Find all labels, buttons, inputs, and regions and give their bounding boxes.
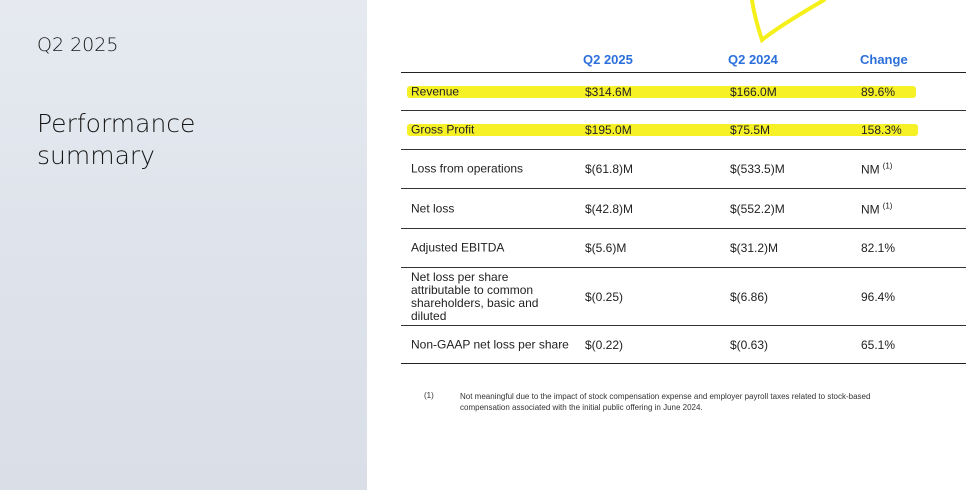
header-q2-2024: Q2 2024 (728, 52, 778, 67)
row-change: 65.1% (861, 337, 896, 352)
footnote-ref: (1) (882, 161, 893, 171)
quarter-label: Q2 2025 (37, 34, 119, 56)
left-panel (0, 0, 367, 490)
footnote-number: (1) (424, 391, 434, 400)
row-label: Net loss per share attributable to common shareholders, basic and diluted (411, 269, 539, 323)
highlighter-check-mark (740, 0, 830, 50)
row-label: Loss from operations (411, 161, 524, 176)
row-change: 82.1% (861, 241, 896, 255)
row-value-2025: $314.6M (585, 84, 632, 99)
row-value-2024: $(6.86) (730, 289, 769, 304)
footnote-text: Not meaningful due to the impact of stock compensation expense and employer payroll taxes related to stock-based compensation associated with the initial public offering in June 2024. (460, 392, 871, 412)
header-q2-2025: Q2 2025 (583, 52, 633, 67)
row-change: 96.4% (861, 289, 896, 304)
header-change: Change (860, 52, 908, 67)
row-label: Non-GAAP net loss per share (411, 337, 569, 351)
row-value-2025: $(5.6)M (585, 241, 627, 255)
row-value-2025: $(0.25) (585, 289, 624, 304)
row-label: Revenue (411, 84, 460, 98)
table-row-adjusted-ebitda (401, 229, 966, 268)
row-value-2024: $75.5M (730, 123, 771, 137)
table-row-net-loss (401, 189, 966, 229)
row-label: Net loss (411, 201, 455, 215)
table-row-loss-from-operations (401, 150, 966, 189)
row-value-2024: $(0.63) (730, 337, 769, 352)
row-value-2025: $(42.8)M (585, 201, 634, 216)
footnote-ref: (1) (882, 201, 893, 210)
row-change: NM $^{(1)}$ (861, 201, 893, 216)
table-row-non-gaap-net-loss-per-share (401, 326, 966, 364)
page-title: Performance summary (37, 109, 196, 170)
table-row-revenue (401, 73, 966, 111)
row-label: Adjusted EBITDA (411, 240, 505, 255)
row-value-2024: $(552.2)M (730, 201, 785, 216)
table-body (401, 72, 966, 364)
row-change: NM $^{(1)}$ (861, 161, 893, 177)
row-value-2025: $195.0M (585, 123, 632, 137)
row-value-2025: $(0.22) (585, 337, 624, 352)
row-change: 158.3% (861, 123, 902, 137)
row-change: 89.6% (861, 84, 896, 99)
row-value-2025: $(61.8)M (585, 162, 634, 176)
row-value-2024: $166.0M (730, 84, 777, 99)
table-row-net-loss-per-share (401, 268, 966, 326)
table-row-gross-profit (401, 111, 966, 150)
row-value-2024: $(533.5)M (730, 162, 785, 176)
row-label: Gross Profit (411, 122, 475, 137)
row-value-2024: $(31.2)M (730, 241, 779, 255)
